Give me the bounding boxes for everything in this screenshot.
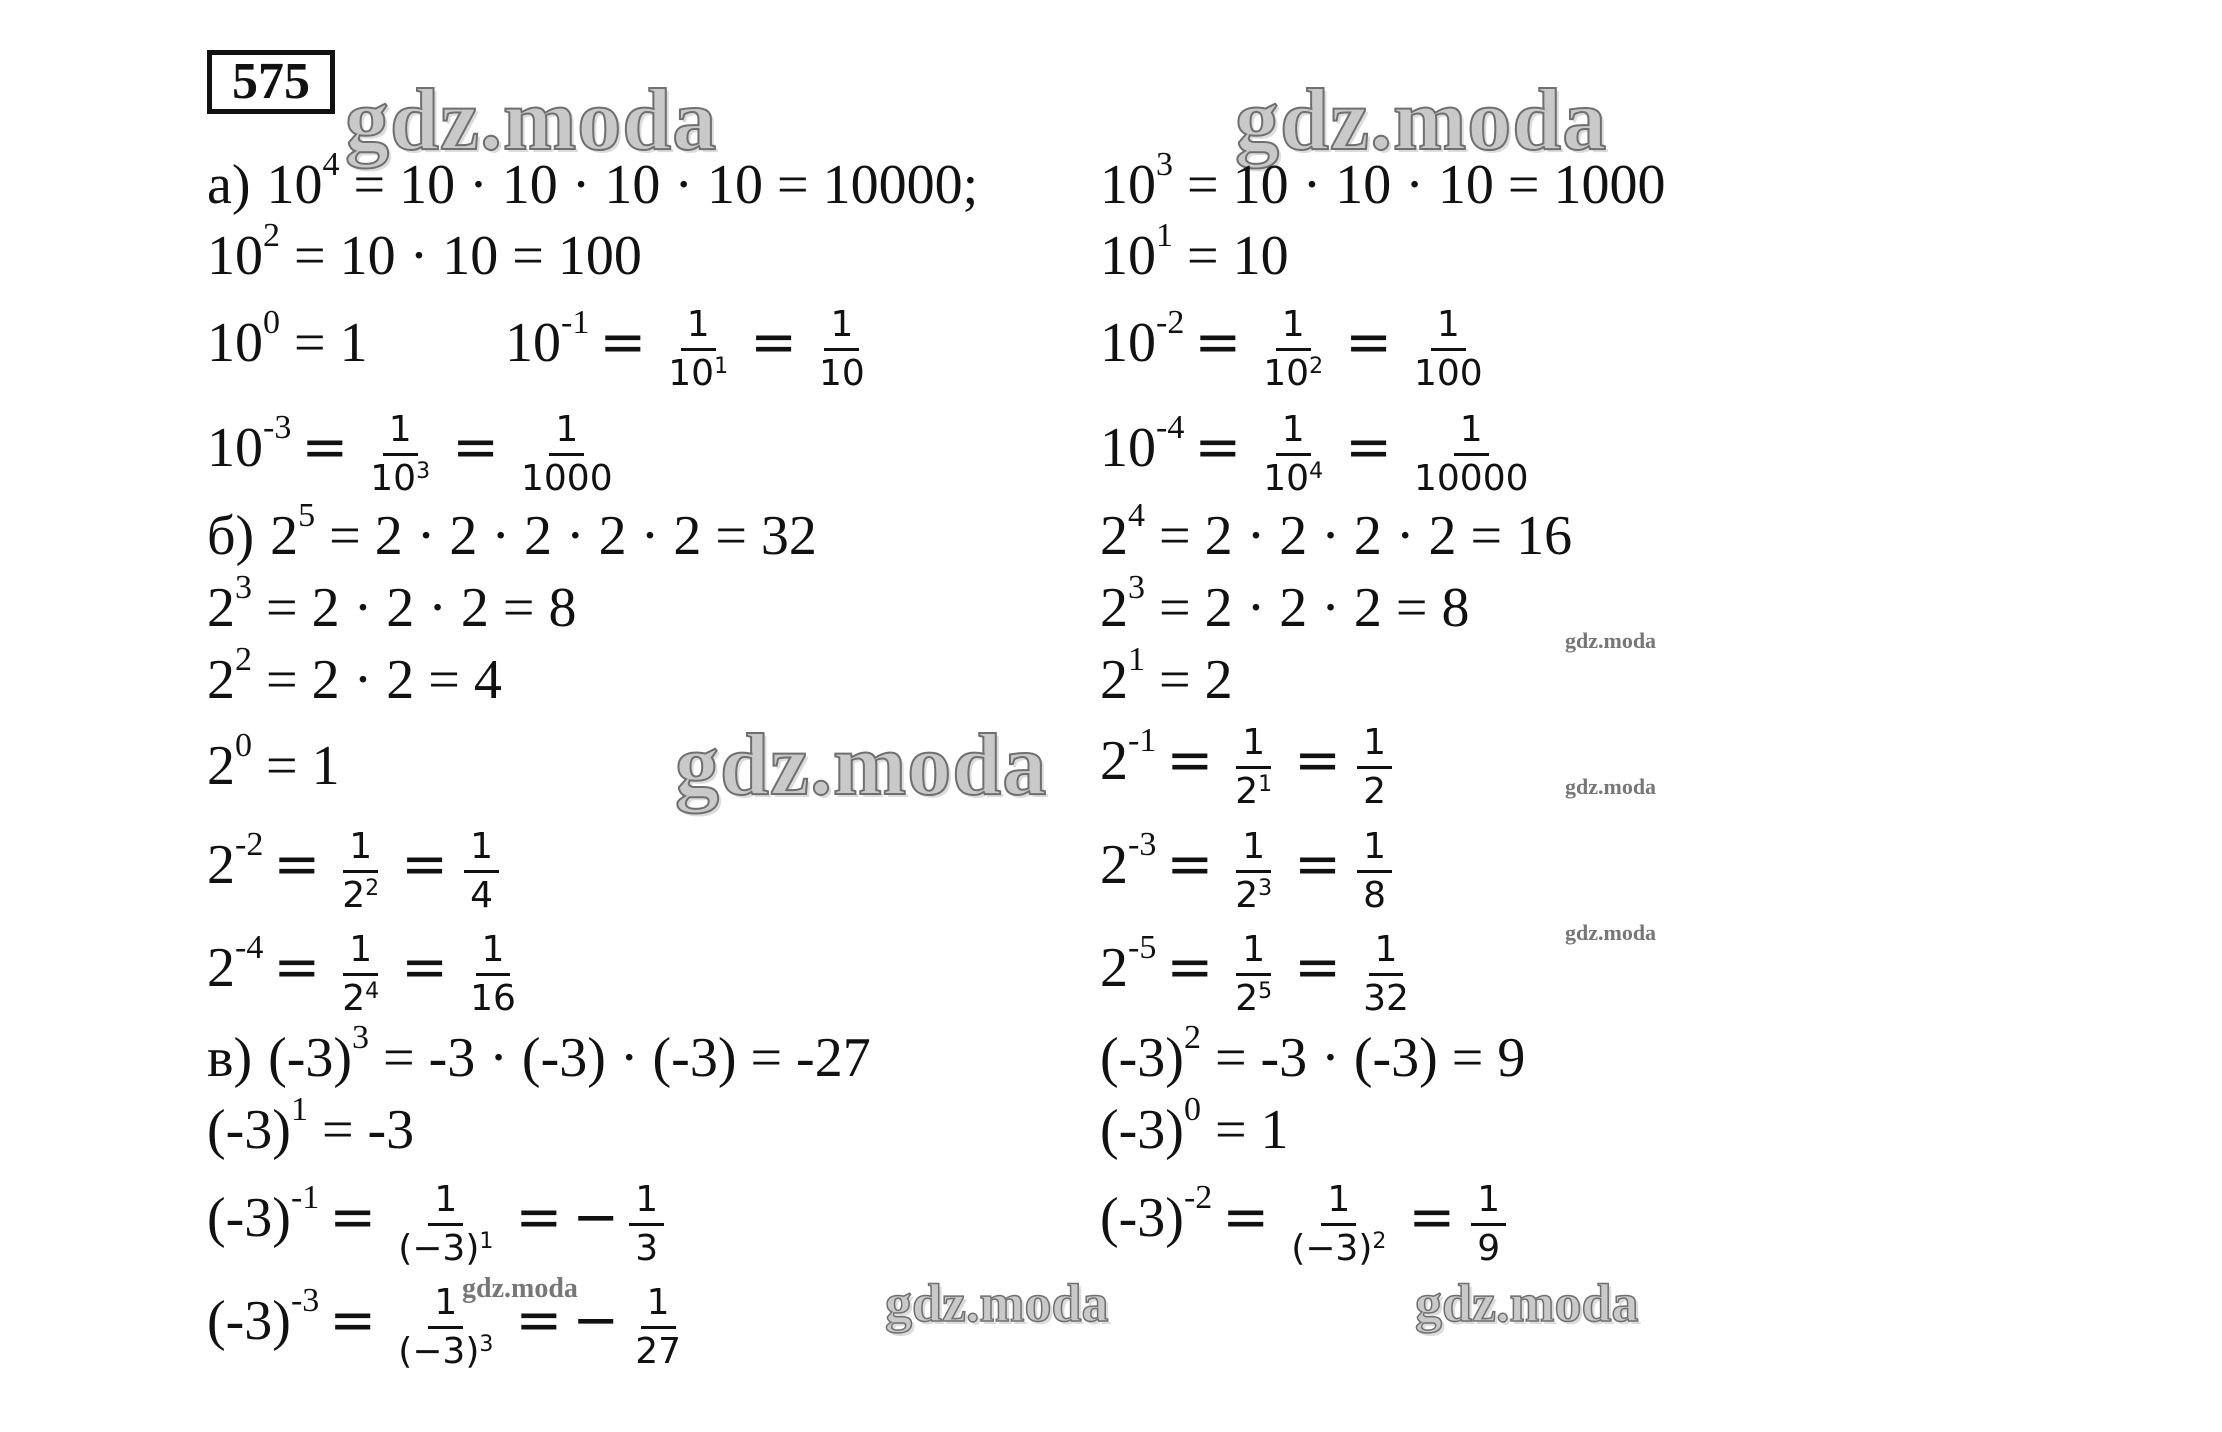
fraction: [662, 306, 734, 393]
power-base: 10: [1100, 417, 1156, 480]
power-base: (-3): [1100, 1027, 1184, 1089]
denominator: $2^4$: [342, 977, 380, 1019]
exponent: 0: [263, 304, 280, 341]
equation-rhs: = 1: [1200, 1099, 1289, 1161]
fraction: [1357, 724, 1392, 811]
fraction: [464, 931, 522, 1018]
exponent: -2: [235, 826, 264, 864]
equation-row: [207, 405, 625, 499]
equals-sign: =: [1345, 415, 1392, 481]
fraction: [813, 306, 871, 393]
exponent: 2: [1183, 1019, 1201, 1056]
fraction: [1257, 306, 1329, 393]
exponent: 1: [1128, 641, 1145, 678]
equation-row: [1100, 1019, 1526, 1089]
power-base: 2: [207, 937, 235, 1000]
exponent: 3: [235, 569, 252, 606]
part-label: а): [207, 154, 251, 216]
equation-row: [1100, 497, 1573, 567]
numerator: 1: [464, 828, 499, 873]
exponent: -2: [1183, 1179, 1213, 1217]
denominator: 3: [635, 1227, 659, 1269]
equals-sign: =: [1294, 832, 1342, 898]
equals-sign: =: [273, 832, 321, 898]
numerator: 1: [428, 1181, 463, 1226]
power-base: 10: [207, 417, 263, 480]
numerator: 1: [1236, 828, 1271, 873]
power-base: (-3): [207, 1290, 291, 1353]
numerator: 1: [1369, 931, 1404, 976]
equals-sign: =: [452, 415, 499, 481]
exponent: -1: [1128, 722, 1157, 760]
equation-row: [207, 925, 528, 1019]
numerator: 1: [824, 306, 859, 351]
denominator: $2^3$: [1235, 874, 1273, 916]
numerator: 1: [1236, 724, 1271, 769]
fraction: [1357, 828, 1392, 915]
equation-row: [207, 727, 340, 797]
exponent: -4: [235, 929, 264, 967]
denominator: $(-3)^3$: [398, 1330, 494, 1372]
equation-row: [207, 1091, 415, 1161]
fraction: [629, 1284, 687, 1371]
equation-row: [505, 300, 877, 394]
fraction: [1471, 1181, 1506, 1268]
equation-row: [1100, 1091, 1289, 1161]
equals-sign: =: [1166, 832, 1214, 898]
exponent: 2: [235, 641, 252, 678]
exponent: 1: [1156, 217, 1173, 254]
numerator: 1: [1321, 1181, 1356, 1226]
equation-rhs: = 10 · 10 · 10 · 10 = 10000;: [339, 154, 979, 216]
equation-row: [207, 497, 817, 567]
denominator: 9: [1477, 1227, 1501, 1269]
equation-row: [1100, 641, 1233, 711]
equation-row: [1100, 300, 1495, 394]
equals-sign: =: [329, 1185, 377, 1251]
denominator: $10^2$: [1263, 352, 1324, 394]
denominator: 16: [470, 977, 516, 1019]
fraction: [336, 828, 385, 915]
denominator: $10^1$: [668, 352, 729, 394]
equation-row: [207, 1175, 670, 1269]
exponent: -2: [1156, 304, 1185, 342]
equation-row: [1100, 405, 1541, 499]
numerator: 1: [1357, 724, 1392, 769]
equals-sign: =: [599, 310, 647, 376]
equation-row: [1100, 569, 1470, 639]
power-base: 2: [207, 735, 235, 797]
numerator: 1: [681, 306, 716, 351]
exponent: 3: [1156, 146, 1173, 183]
fraction: [1229, 931, 1278, 1018]
equation-rhs: = 2 · 2 · 2 = 8: [252, 577, 577, 639]
numerator: 1: [549, 411, 584, 456]
equation-rhs: = 2 · 2 · 2 = 8: [1145, 577, 1470, 639]
equals-sign: =: [401, 935, 449, 1001]
power-base: 2: [270, 505, 299, 567]
power-base: 10: [266, 154, 323, 216]
denominator: 10000: [1413, 457, 1529, 499]
denominator: $10^4$: [1263, 457, 1324, 499]
equals-sign: =: [1194, 415, 1242, 481]
power-base: 2: [1100, 649, 1128, 711]
denominator: $10^3$: [370, 457, 431, 499]
exponent: 3: [352, 1019, 370, 1056]
equation-rhs: = 10 · 10 · 10 = 1000: [1173, 154, 1666, 216]
part-label: в): [207, 1027, 253, 1089]
power-base: 10: [505, 312, 561, 375]
equation-rhs: = 1: [252, 735, 340, 797]
equals-sign: =: [515, 1185, 563, 1251]
equation-rhs: = 2: [1145, 649, 1233, 711]
exponent: 0: [235, 727, 252, 764]
watermark: gdz.moda: [1415, 1273, 1639, 1333]
power-base: (-3): [207, 1099, 291, 1161]
power-base: 10: [1100, 312, 1156, 375]
numerator: 1: [641, 1284, 676, 1329]
minus-sign: −: [572, 1185, 620, 1251]
equation-rhs: = 10 · 10 = 100: [280, 225, 642, 287]
numerator: 1: [1276, 411, 1311, 456]
numerator: 1: [1276, 306, 1311, 351]
numerator: 1: [343, 931, 378, 976]
denominator: $(-3)^1$: [398, 1227, 494, 1269]
numerator: 1: [1471, 1181, 1506, 1226]
equals-sign: =: [1294, 728, 1342, 794]
fraction: [1229, 724, 1278, 811]
power-base: 2: [207, 649, 235, 711]
denominator: 4: [470, 874, 493, 916]
denominator: 2: [1363, 770, 1386, 812]
equation-rhs: = 2 · 2 = 4: [252, 649, 502, 711]
fraction: [1285, 1181, 1392, 1268]
power-base: 2: [1100, 730, 1128, 793]
exponent: -1: [290, 1179, 320, 1217]
numerator: 1: [383, 411, 418, 456]
denominator: 8: [1363, 874, 1386, 916]
equation-row: [1100, 1175, 1512, 1269]
exponent: -4: [1156, 409, 1185, 447]
equation-rhs: = 2 · 2 · 2 · 2 = 16: [1145, 505, 1573, 567]
power-base: 2: [1100, 505, 1128, 567]
equals-sign: =: [1294, 935, 1342, 1001]
part-label: б): [207, 505, 255, 567]
exponent: -3: [290, 1282, 320, 1320]
exponent: -1: [561, 304, 590, 342]
equals-sign: =: [750, 310, 797, 376]
fraction: [1357, 931, 1415, 1018]
fraction: [1408, 306, 1489, 393]
denominator: 10: [818, 352, 865, 394]
numerator: 1: [476, 931, 511, 976]
numerator: 1: [1431, 306, 1466, 351]
fraction: [364, 411, 436, 498]
fraction: [336, 931, 385, 1018]
numerator: 1: [629, 1181, 664, 1226]
denominator: 27: [635, 1330, 682, 1372]
equation-row: [1100, 718, 1398, 812]
power-base: 10: [1100, 225, 1156, 287]
exponent: 3: [1128, 569, 1145, 606]
fraction: [392, 1181, 499, 1268]
equation-row: [207, 146, 979, 216]
watermark: gdz.moda: [345, 72, 718, 169]
fraction: [515, 411, 619, 498]
denominator: 100: [1413, 352, 1483, 394]
fraction: [464, 828, 499, 915]
fraction: [1408, 411, 1535, 498]
watermark: gdz.moda: [885, 1273, 1109, 1333]
exponent: 2: [263, 217, 280, 254]
equation-rhs: = 1: [280, 312, 368, 374]
equation-row: [1100, 217, 1289, 287]
equation-row: [207, 569, 577, 639]
equals-sign: =: [1166, 935, 1214, 1001]
equation-rhs: = 10: [1173, 225, 1289, 287]
problem-number-box: 575: [207, 50, 335, 114]
denominator: $2^1$: [1235, 770, 1273, 812]
equation-rhs: = -3 · (-3) = 9: [1200, 1027, 1526, 1089]
numerator: 1: [343, 828, 378, 873]
exponent: 5: [298, 497, 316, 534]
power-base: 10: [1100, 154, 1156, 216]
watermark: gdz.moda: [462, 1273, 578, 1304]
power-base: (-3): [1100, 1099, 1184, 1161]
denominator: $(-3)^2$: [1291, 1227, 1387, 1269]
equals-sign: =: [273, 935, 321, 1001]
equals-sign: =: [329, 1288, 377, 1354]
fraction: [1257, 411, 1329, 498]
watermark: gdz.moda: [1235, 72, 1608, 169]
equals-sign: =: [1194, 310, 1242, 376]
equation-rhs: = 2 · 2 · 2 · 2 · 2 = 32: [315, 505, 817, 567]
power-base: 2: [1100, 834, 1128, 897]
power-base: (-3): [268, 1027, 353, 1089]
power-base: (-3): [207, 1187, 291, 1250]
equation-row: [207, 822, 505, 916]
equals-sign: =: [401, 832, 449, 898]
exponent: 4: [1128, 497, 1145, 534]
watermark: gdz.moda: [675, 717, 1048, 814]
equals-sign: =: [515, 1288, 563, 1354]
watermark: gdz.moda: [1565, 774, 1657, 799]
fraction: [629, 1181, 664, 1268]
power-base: 10: [207, 312, 263, 374]
equation-row: [1100, 146, 1666, 216]
equation-row: [1100, 925, 1421, 1019]
equals-sign: =: [1345, 310, 1392, 376]
equation-rhs: = -3 · (-3) · (-3) = -27: [369, 1027, 871, 1089]
equals-sign: =: [1408, 1185, 1456, 1251]
exponent: 1: [290, 1091, 308, 1128]
equation-rhs: = -3: [307, 1099, 415, 1161]
power-base: 2: [1100, 577, 1128, 639]
equation-row: [207, 1019, 871, 1089]
minus-sign: −: [572, 1288, 620, 1354]
denominator: 1000: [520, 457, 613, 499]
equals-sign: =: [1166, 728, 1214, 794]
denominator: 32: [1363, 977, 1409, 1019]
exponent: -5: [1128, 929, 1157, 967]
fraction: [1229, 828, 1278, 915]
denominator: $2^5$: [1235, 977, 1273, 1019]
watermark: gdz.moda: [1565, 628, 1657, 653]
power-base: 2: [1100, 937, 1128, 1000]
numerator: 1: [428, 1284, 463, 1329]
fraction: [392, 1284, 499, 1371]
power-base: 2: [207, 834, 235, 897]
exponent: 0: [1183, 1091, 1201, 1128]
watermark: gdz.moda: [1565, 920, 1657, 945]
exponent: 4: [322, 146, 340, 183]
exponent: -3: [263, 409, 292, 447]
power-base: (-3): [1100, 1187, 1184, 1250]
numerator: 1: [1236, 931, 1271, 976]
equation-row: [207, 217, 642, 287]
power-base: 10: [207, 225, 263, 287]
denominator: $2^2$: [342, 874, 380, 916]
equals-sign: =: [301, 415, 349, 481]
equation-row: [207, 1278, 693, 1372]
equation-row: [1100, 822, 1398, 916]
equation-row: [207, 641, 502, 711]
numerator: 1: [1357, 828, 1392, 873]
equals-sign: =: [1222, 1185, 1270, 1251]
equation-row: [207, 304, 368, 374]
exponent: -3: [1128, 826, 1157, 864]
numerator: 1: [1454, 411, 1489, 456]
power-base: 2: [207, 577, 235, 639]
